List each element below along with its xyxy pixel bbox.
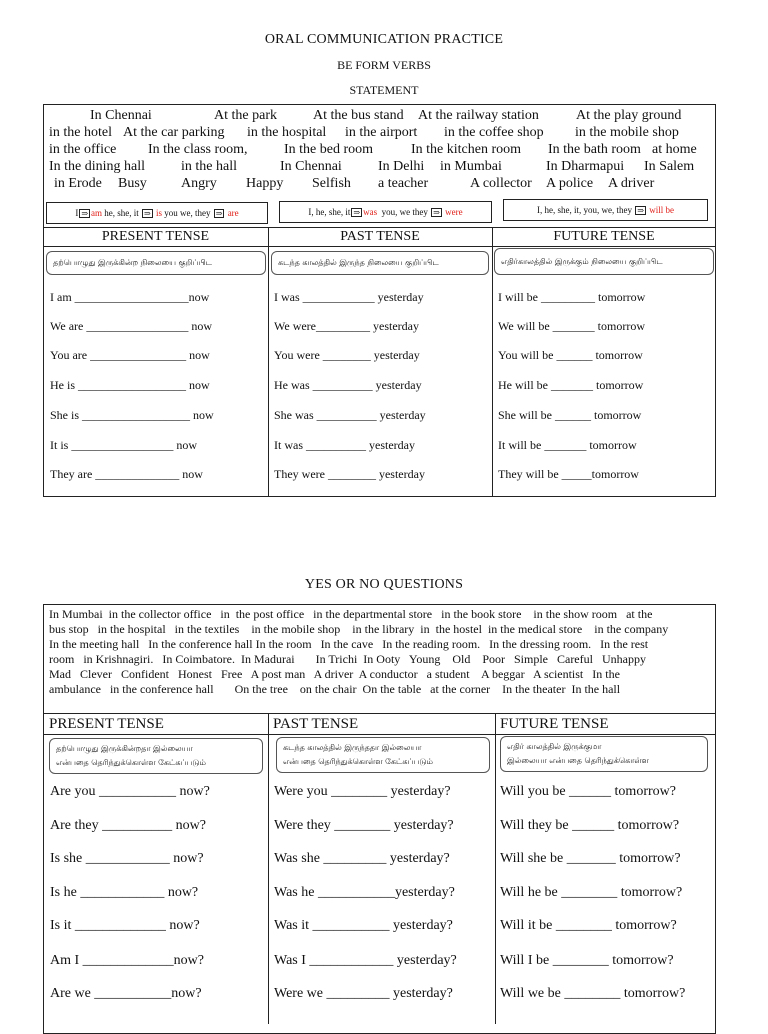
word: In the kitchen room (411, 142, 522, 157)
word: at home (652, 142, 697, 157)
table-divider (43, 246, 716, 247)
statement-row: I was ____________ yesterday (274, 290, 424, 304)
statement-row: It is _________________ now (50, 438, 197, 452)
question-row: Are you ___________ now? (50, 784, 210, 799)
rule-pronoun: you, we they (377, 207, 431, 217)
question-row: Am I _____________now? (50, 953, 204, 968)
question-row: Are we ___________now? (50, 986, 202, 1001)
rule-verb: is (155, 208, 162, 218)
word: In the dining hall (49, 159, 146, 174)
rule-verb: will be (649, 205, 674, 215)
statement-row: They will be _____tomorrow (498, 467, 639, 481)
word-line: In the meeting hall In the conference hall In the room In the cave In the reading room. In the dressing room. In the rest (49, 637, 649, 651)
statement-row: I am ___________________now (50, 290, 210, 304)
tamil-note: கடந்த காலத்தில் இருந்த நிலையை குறிப்பிட (271, 251, 489, 275)
question-row: Will I be ________ tomorrow? (500, 953, 674, 968)
word: in the coffee shop (444, 125, 544, 140)
note-line: தற்பொழுது இருக்கின்றதா இல்லையா (56, 744, 193, 753)
table-divider (43, 227, 716, 228)
note-line: என்பதை தெரிந்துக்கொள்ள கேட்கப்படும் (56, 758, 206, 767)
note-line: இல்லையா என்பதை தெரிந்துக்கொள்ள (507, 756, 649, 765)
question-row: Was he ___________yesterday? (274, 885, 455, 900)
arrow-icon: ⇒ (144, 208, 151, 218)
statement-row: She was __________ yesterday (274, 408, 426, 422)
word: In Dharmapui (546, 159, 625, 174)
question-row: Is she ____________ now? (50, 851, 204, 866)
table-divider (43, 734, 716, 735)
word-line: In Mumbai in the collector office in the post office in the departmental store in the book store in the show room at the (49, 607, 653, 621)
word: At the play ground (576, 108, 682, 123)
word: In Chennai (280, 159, 342, 174)
word: At the park (214, 108, 277, 123)
word: in Erode (54, 176, 102, 191)
arrow-icon: ⇒ (81, 208, 89, 218)
table-divider (268, 227, 269, 497)
word: A collector (470, 176, 532, 191)
word: In the class room, (148, 142, 248, 157)
arrow-icon: ⇒ (353, 207, 361, 217)
word: in the airport (345, 125, 418, 140)
word: At the railway station (418, 108, 539, 123)
statement-row: You are ________________ now (50, 348, 210, 362)
word: Happy (246, 176, 284, 191)
arrow-icon: ⇒ (433, 207, 440, 217)
column-header-future: FUTURE TENSE (500, 716, 609, 732)
page-subtitle: BE FORM VERBS (337, 58, 431, 72)
question-row: Was she _________ yesterday? (274, 851, 450, 866)
section-heading-questions: YES OR NO QUESTIONS (304, 577, 464, 592)
rule-pronoun: I (75, 208, 79, 218)
rule-pronoun: you we, they (161, 208, 213, 218)
question-row: Will we be ________ tomorrow? (500, 986, 686, 1001)
rule-pronoun: I, he, she, it (308, 207, 351, 217)
word-line: ambulance in the conference hall On the tree on the chair On the table at the corner In the theater In the hall (49, 682, 621, 696)
tamil-note (49, 738, 263, 774)
rule-verb: was (363, 207, 378, 217)
word: In Salem (644, 159, 695, 174)
section-heading-statement: STATEMENT (349, 83, 419, 97)
question-row: Were they ________ yesterday? (274, 818, 454, 833)
rule-verb: am (91, 208, 103, 218)
question-row: Will you be ______ tomorrow? (500, 784, 676, 799)
statement-row: She is __________________ now (50, 408, 214, 422)
word: in the hall (181, 159, 237, 174)
column-header-present: PRESENT TENSE (101, 229, 210, 244)
word: Angry (181, 176, 217, 191)
question-row: Are they __________ now? (50, 818, 206, 833)
note-line: என்பதை தெரிந்துக்கொள்ள கேட்கப்படும் (283, 757, 433, 766)
word: In Chennai (90, 108, 152, 123)
rule-verb: are (227, 208, 239, 218)
word: In the bath room (548, 142, 641, 157)
rule-verb: were (445, 207, 463, 217)
tamil-note (276, 737, 490, 773)
word: in Mumbai (440, 159, 502, 174)
word-line: room in Krishnagiri. In Coimbatore. In Madurai In Trichi In Ooty Young Old Poor Simple Careful Unhappy (49, 652, 646, 666)
word: Busy (118, 176, 147, 191)
statement-row: They are ______________ now (50, 467, 203, 481)
word: In Delhi (378, 159, 425, 174)
word: In the bed room (284, 142, 374, 157)
question-row: Was I ____________ yesterday? (274, 953, 457, 968)
word: At the car parking (123, 125, 225, 140)
statement-row: We will be _______ tomorrow (498, 319, 646, 333)
statement-row: You will be ______ tomorrow (498, 348, 643, 362)
table-divider (268, 713, 269, 1024)
rule-box-present (46, 202, 268, 224)
statement-row: You were ________ yesterday (274, 348, 420, 362)
statement-row: It will be _______ tomorrow (498, 438, 637, 452)
question-row: Were we _________ yesterday? (274, 986, 453, 1001)
word: in the office (49, 142, 117, 157)
column-header-future: FUTURE TENSE (553, 229, 655, 244)
word: a teacher (378, 176, 429, 191)
statement-row: She will be ______ tomorrow (498, 408, 642, 422)
statement-row: He is __________________ now (50, 378, 210, 392)
column-header-present: PRESENT TENSE (49, 716, 164, 732)
column-header-past: PAST TENSE (273, 716, 359, 732)
table-divider (495, 713, 496, 1024)
question-row: Will it be ________ tomorrow? (500, 918, 677, 933)
word: At the bus stand (313, 108, 404, 123)
statement-row: It was __________ yesterday (274, 438, 415, 452)
table-divider (43, 713, 716, 714)
question-row: Is he ____________ now? (50, 885, 199, 900)
question-row: Will she be _______ tomorrow? (500, 851, 681, 866)
note-line: கடந்த காலத்தில் இருந்ததா இல்லையா (283, 743, 422, 752)
statement-row: They were ________ yesterday (274, 467, 425, 481)
column-header-past: PAST TENSE (340, 229, 420, 244)
tamil-note: தற்பொழுது இருக்கின்ற நிலையை குறிப்பிட (46, 251, 266, 275)
rule-box-past (279, 201, 492, 223)
word: A driver (608, 176, 655, 191)
statement-row: He will be _______ tomorrow (498, 378, 644, 392)
word: A police (546, 176, 594, 191)
statement-row: We were_________ yesterday (274, 319, 419, 333)
question-row: Is it _____________ now? (50, 918, 200, 933)
question-row: Will they be ______ tomorrow? (500, 818, 680, 833)
tamil-note: எதிர்காலத்தில் இருக்கும் நிலையை குறிப்பிட (494, 248, 714, 275)
question-row: Will he be ________ tomorrow? (500, 885, 683, 900)
statement-row: I will be _________ tomorrow (498, 290, 646, 304)
question-row: Was it ___________ yesterday? (274, 918, 453, 933)
word: in the hospital (247, 125, 327, 140)
table-divider (492, 227, 493, 497)
word-line: Mad Clever Confident Honest Free A post man A driver A conductor a student A beggar A scientist In the (49, 667, 620, 681)
arrow-icon: ⇒ (215, 208, 223, 218)
note-line: எதிர் காலத்தில் இருக்குமா (507, 742, 602, 751)
statement-row: We are _________________ now (50, 319, 213, 333)
word: in the mobile shop (575, 125, 679, 140)
rule-box-future (503, 199, 708, 221)
page-title: ORAL COMMUNICATION PRACTICE (264, 32, 504, 47)
rule-pronoun: I, he, she, it, you, we, they (537, 205, 635, 215)
word-line: bus stop in the hospital in the textiles in the mobile shop in the library in the hostel in the medical store in the company (49, 622, 669, 636)
tamil-note (500, 736, 708, 772)
question-row: Were you ________ yesterday? (274, 784, 451, 799)
word: Selfish (312, 176, 351, 191)
word: in the hotel (49, 125, 112, 140)
statement-row: He was __________ yesterday (274, 378, 422, 392)
rule-pronoun: he, she, it (102, 208, 142, 218)
arrow-icon: ⇒ (637, 205, 644, 215)
